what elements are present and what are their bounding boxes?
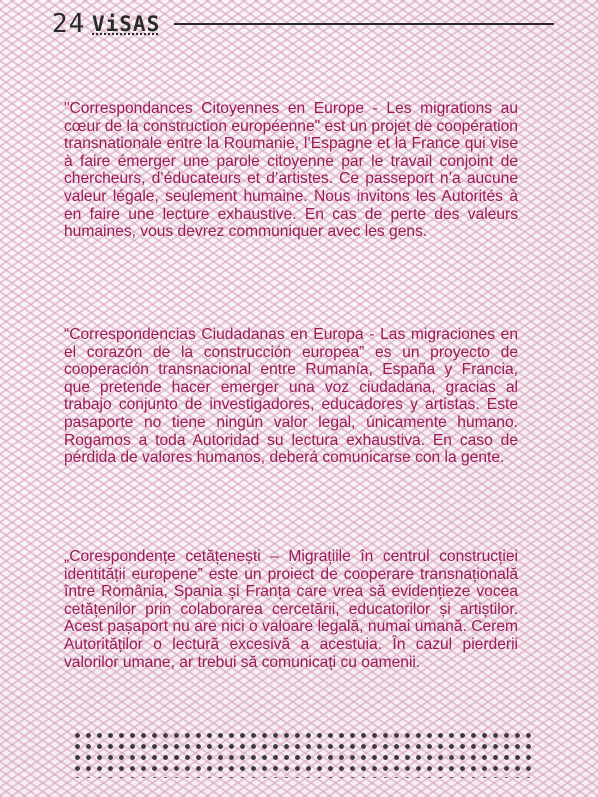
- header-rule: [174, 23, 554, 25]
- paragraph-romanian: „Corespondențe cetățenești – Migrațiile în centrul construcției identității europene” este un proiect de cooperare transnațională între România, Spania și Franța care vrea să evidențieze vocea cetățenilor prin colaborarea cercetării, educatorilor și artiștilor. Acest pașaport nu are nici o valoare legală, numai umană. Cerem Autorităților o lectură excesivă a acestuia. În cazul pierderii valorilor umane, ar trebui să comunicați cu oamenii.: [64, 548, 518, 671]
- paragraph-french: "Correspondances Citoyennes en Europe - Les migrations au cœur de la construction européenne" est un projet de coopération transnationale entre la Roumanie, l’Espagne et la France qui vise à faire émerger une parole citoyenne par le travail conjoint de chercheurs, d’éducateurs et d’artistes. Ce passeport n’a aucune valeur légale, seulement humaine. Nous invitons les Autorités à en faire une lecture exhaustive. En cas de perte des valeurs humaines, vous devrez communiquer avec les gens.: [64, 100, 518, 241]
- page-number: 24: [52, 9, 86, 39]
- paragraph-spanish: “Correspondencias Ciudadanas en Europa - Las migraciones en el corazón de la construcción europea” es un proyecto de cooperación transnacional entre Rumanía, España y Francia, que pretende hacer emerger una voz ciudadana, gracias al trabajo conjunto de investigadores, educadores y artistas. Este pasaporte no tiene ningún valor legal, únicamente humano. Rogamos a toda Autoridad su lectura exhaustiva. En caso de pérdida de valores humanos, deberá comunicarse con la gente.: [64, 326, 518, 467]
- section-title: ViSAS: [92, 12, 161, 36]
- dot-pattern-footer: [72, 730, 532, 778]
- page-header: [52, 9, 562, 39]
